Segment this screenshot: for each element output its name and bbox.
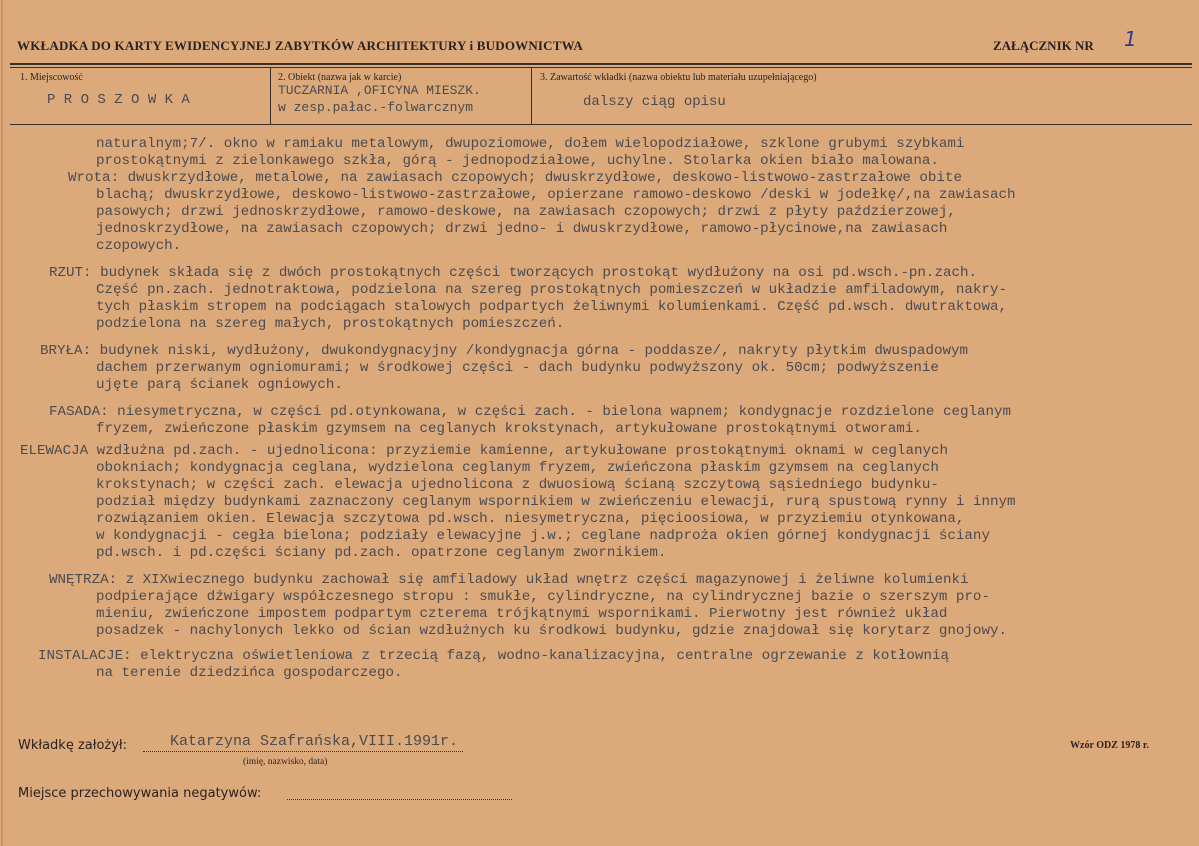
body-line: dachem przerwanym ogniomurami; w środkowej części - dach budynku podwyższony ok. 50cm; podwyższenie [96, 360, 939, 376]
obiekt-value-line-1: TUCZARNIA ,OFICYNA MIESZK. [278, 83, 481, 98]
cell-divider-1 [270, 67, 271, 125]
body-line: Część pn.zach. jednotraktowa, podzielona na szereg prostokątnych pomieszczeń w układzie amfiladowym, nakry- [96, 282, 1007, 298]
header-rule-bottom [10, 124, 1192, 125]
body-line: pasowych; drzwi jednoskrzydłowe, ramowo-deskowe, na zawiasach czopowych; drzwi z płyty paździerzowej, [96, 204, 956, 220]
attachment-label: ZAŁĄCZNIK NR [993, 38, 1094, 53]
wkladke-dotted-line [143, 751, 463, 752]
body-line: tych płaskim stropem na podciągach stalowych podpartych żeliwnymi kolumienkami. Część pd.wsch. dwutraktowa, [96, 299, 1007, 315]
body-line: prostokątnymi z zielonkawego szkła, górą - jednopodziałowe, uchylne. Stolarka okien biało malowana. [96, 153, 939, 169]
form-title: WKŁADKA DO KARTY EWIDENCYJNEJ ZABYTKÓW ARCHITEKTURY i BUDOWNICTWA [17, 38, 583, 53]
miejscowosc-value: P R O S Z O W K A [47, 92, 190, 108]
attachment-number: 1 [1124, 27, 1137, 51]
header-rule-top [10, 63, 1192, 65]
body-line: blachą; dwuskrzydłowe, deskowo-listwowo-zastrzałowe, opierzane ramowo-deskowo /deski w jodełkę/,na zawiasach [96, 187, 1016, 203]
body-line: fryzem, zwieńczone płaskim gzymsem na ceglanych krokstynach, artykułowane prostokątnymi otworami. [96, 421, 922, 437]
body-line: podzielona na szereg małych, prostokątnych pomieszczeń. [96, 316, 565, 332]
body-line: podział między budynkami zaznaczony ceglanym wspornikiem w zwieńczeniu elewacji, rurą spustową rynny i innym [96, 494, 1016, 510]
header-rule-top-thin [10, 67, 1192, 68]
obiekt-value-line-2: w zesp.pałac.-folwarcznym [278, 100, 474, 115]
body-line: naturalnym;7/. okno w ramiaku metalowym, dwupoziomowe, dołem wielopodziałowe, szklone grubymi szybkami [96, 136, 965, 152]
body-line: obokniach; kondygnacja ceglana, wydzielona ceglanym fryzem, zwieńczona płaskim gzymsem na ceglanych [96, 460, 939, 476]
zawartosc-label: 3. Zawartość wkładki (nazwa obiektu lub materiału uzupełniającego) [540, 72, 817, 83]
body-line: BRYŁA: budynek niski, wydłużony, dwukondygnacyjny /kondygnacja górna - poddasze/, nakryty płytkim dwuspadowym [40, 343, 969, 359]
body-line: w kondygnacji - cegła bielona; podziały elewacyjne j.w.; ceglane nadproża okien górnej kondygnacji ściany [96, 528, 990, 544]
body-line: Wrota: dwuskrzydłowe, metalowe, na zawiasach czopowych; dwuskrzydłowe, deskowo-listwowo-zastrzałowe obite [68, 170, 962, 186]
miejsce-dotted-line [287, 799, 512, 800]
body-line: rozwiązaniem okien. Elewacja szczytowa pd.wsch. niesymetryczna, pięcioosiowa, w przyziemiu otynkowana, [96, 511, 965, 527]
obiekt-label: 2. Obiekt (nazwa jak w karcie) [278, 72, 402, 83]
body-line: FASADA: niesymetryczna, w części pd.otynkowana, w części zach. - bielona wapnem; kondygnacje rozdzielone ceglanym [49, 404, 1012, 420]
miejsce-label: Miejsce przechowywania negatywów: [18, 786, 262, 801]
body-line: ELEWACJA wzdłużna pd.zach. - ujednolicona: przyziemie kamienne, artykułowane prostokątnymi oknami w ceglanych [20, 443, 949, 459]
wkladke-value: Katarzyna Szafrańska,VIII.1991r. [170, 733, 459, 750]
body-line: INSTALACJE: elektryczna oświetleniowa z trzecią fazą, wodno-kanalizacyjna, centralne ogrzewanie z kotłownią [38, 648, 949, 664]
wkladke-hint: (imię, nazwisko, data) [243, 757, 328, 767]
cell-divider-2 [531, 67, 532, 125]
body-line: czopowych. [96, 238, 182, 254]
body-line: jednoskrzydłowe, na zawiasach czopowych; drzwi jedno- i dwuskrzydłowe, ramowo-płycinowe,na zawiasach [96, 221, 948, 237]
body-line: ujęte parą ścianek ogniowych. [96, 377, 343, 393]
body-line: mieniu, zwieńczone impostem podpartym czterema trójkątnymi wspornikami. Pierwotny jest również układ [96, 606, 948, 622]
body-line: pd.wsch. i pd.części ściany pd.zach. opatrzone ceglanym zwornikiem. [96, 545, 667, 561]
body-line: WNĘTRZA: z XIXwiecznego budynku zachował się amfiladowy układ wnętrz części magazynowej i żeliwne kolumienki [49, 572, 969, 588]
form-version: Wzór ODZ 1978 r. [1070, 740, 1149, 751]
miejscowosc-label: 1. Miejscowość [20, 72, 83, 83]
zawartosc-value: dalszy ciąg opisu [583, 94, 726, 110]
body-line: krokstynach; w części zach. elewacja ujednolicona z dwuosiową ścianą szczytową sąsiedniego budynku- [96, 477, 939, 493]
body-line: posadzek - nachylonych lekko od ścian wzdłużnych ku środkowi budynku, gdzie znajdował się korytarz gnojowy. [96, 623, 1007, 639]
body-line: na terenie dziedzińca gospodarczego. [96, 665, 403, 681]
wkladke-label: Wkładkę założył: [18, 738, 127, 753]
page-border-left [1, 0, 3, 846]
body-line: RZUT: budynek składa się z dwóch prostokątnych części tworzących prostokąt wydłużony na osi pd.wsch.-pn.zach. [49, 265, 978, 281]
body-line: podpierające dźwigary współczesnego stropu : smukłe, cylindryczne, na cylindrycznej bazie o szerszym pro- [96, 589, 990, 605]
